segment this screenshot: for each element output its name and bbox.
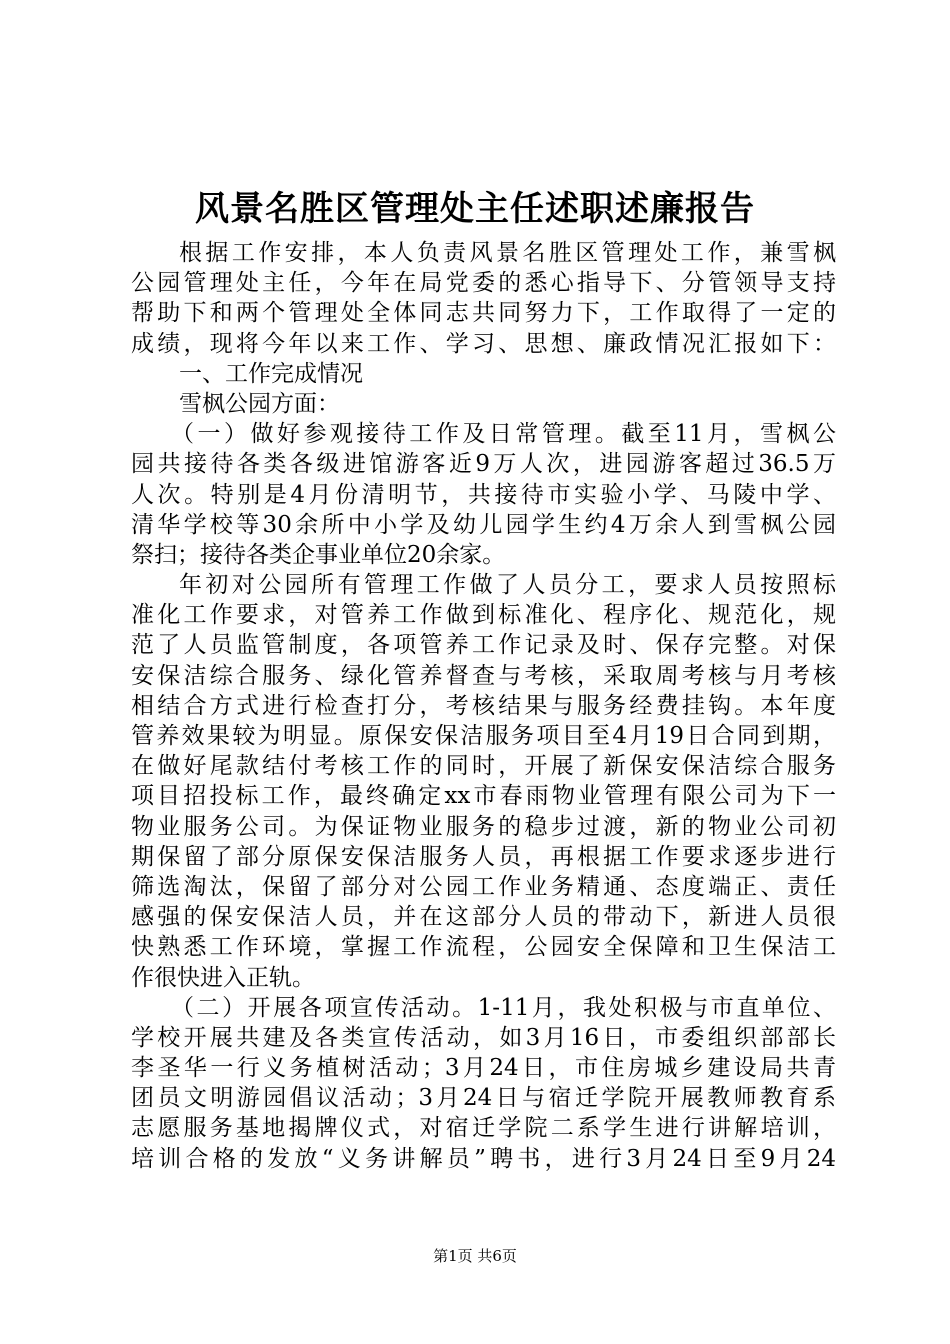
- text-line: 项目招投标工作，最终确定xx市春雨物业管理有限公司为下一: [131, 783, 836, 810]
- text-line: 准化工作要求，对管养工作做到标准化、程序化、规范化，规: [131, 602, 836, 629]
- text-line: 根据工作安排，本人负责风景名胜区管理处工作，兼雪枫: [179, 240, 836, 266]
- text-line: 志愿服务基地揭牌仪式，对宿迁学院二系学生进行讲解培训，: [131, 1115, 836, 1142]
- text-line: 学校开展共建及各类宣传活动，如3月16日，市委组织部部长: [131, 1024, 836, 1051]
- text-line: 相结合方式进行检查打分，考核结果与服务经费挂钩。本年度: [131, 692, 836, 719]
- text-line: 帮助下和两个管理处全体同志共同努力下，工作取得了一定的: [131, 300, 836, 327]
- text-line: 成绩，现将今年以来工作、学习、思想、廉政情况汇报如下：: [131, 330, 836, 357]
- text-line: 安保洁综合服务、绿化管养督查与考核，采取周考核与月考核: [131, 662, 836, 689]
- text-line: 快熟悉工作环境，掌握工作流程，公园安全保障和卫生保洁工: [131, 934, 836, 961]
- text-line: 感强的保安保洁人员，并在这部分人员的带动下，新进人员很: [131, 904, 836, 931]
- text-line: 清华学校等30余所中小学及幼儿园学生约4万余人到雪枫公园: [131, 511, 836, 538]
- text-line: 团员文明游园倡议活动；3月24日与宿迁学院开展教师教育系: [131, 1085, 836, 1112]
- text-line: 筛选淘汰，保留了部分对公园工作业务精通、态度端正、责任: [131, 873, 836, 900]
- document-title: 风景名胜区管理处主任述职述廉报告: [195, 189, 755, 229]
- text-line: 管养效果较为明显。原保安保洁服务项目至4月19日合同到期，: [131, 723, 836, 749]
- page-number-footer: 第1页 共6页: [433, 1247, 517, 1265]
- text-line: 范了人员监管制度，各项管养工作记录及时、保存完整。对保: [131, 632, 836, 659]
- text-line: 年初对公园所有管理工作做了人员分工，要求人员按照标: [179, 572, 836, 599]
- text-line: 作很快进入正轨。: [131, 964, 315, 991]
- text-line: 培训合格的发放“义务讲解员”聘书，进行3月24日至9月24: [131, 1145, 836, 1172]
- text-line: 期保留了部分原保安保洁服务人员，再根据工作要求逐步进行: [131, 843, 836, 870]
- text-line: 公园管理处主任，今年在局党委的悉心指导下、分管领导支持: [131, 270, 836, 297]
- section-heading: 一、工作完成情况: [179, 360, 363, 387]
- text-line: 人次。特别是4月份清明节，共接待市实验小学、马陵中学、: [131, 481, 836, 508]
- subsection-heading: 雪枫公园方面：: [179, 390, 340, 417]
- text-line: 园共接待各类各级进馆游客近9万人次，进园游客超过36.5万: [131, 451, 836, 478]
- document-body: [131, 238, 836, 1174]
- text-line: 在做好尾款结付考核工作的同时，开展了新保安保洁综合服务: [131, 753, 836, 780]
- text-line: 祭扫；接待各类企事业单位20余家。: [131, 541, 506, 568]
- text-line: 物业服务公司。为保证物业服务的稳步过渡，新的物业公司初: [131, 813, 836, 840]
- text-line: （二）开展各项宣传活动。1-11月，我处积极与市直单位、: [171, 994, 836, 1021]
- text-line: （一）做好参观接待工作及日常管理。截至11月，雪枫公: [171, 421, 836, 448]
- text-line: 李圣华一行义务植树活动；3月24日，市住房城乡建设局共青: [131, 1055, 836, 1082]
